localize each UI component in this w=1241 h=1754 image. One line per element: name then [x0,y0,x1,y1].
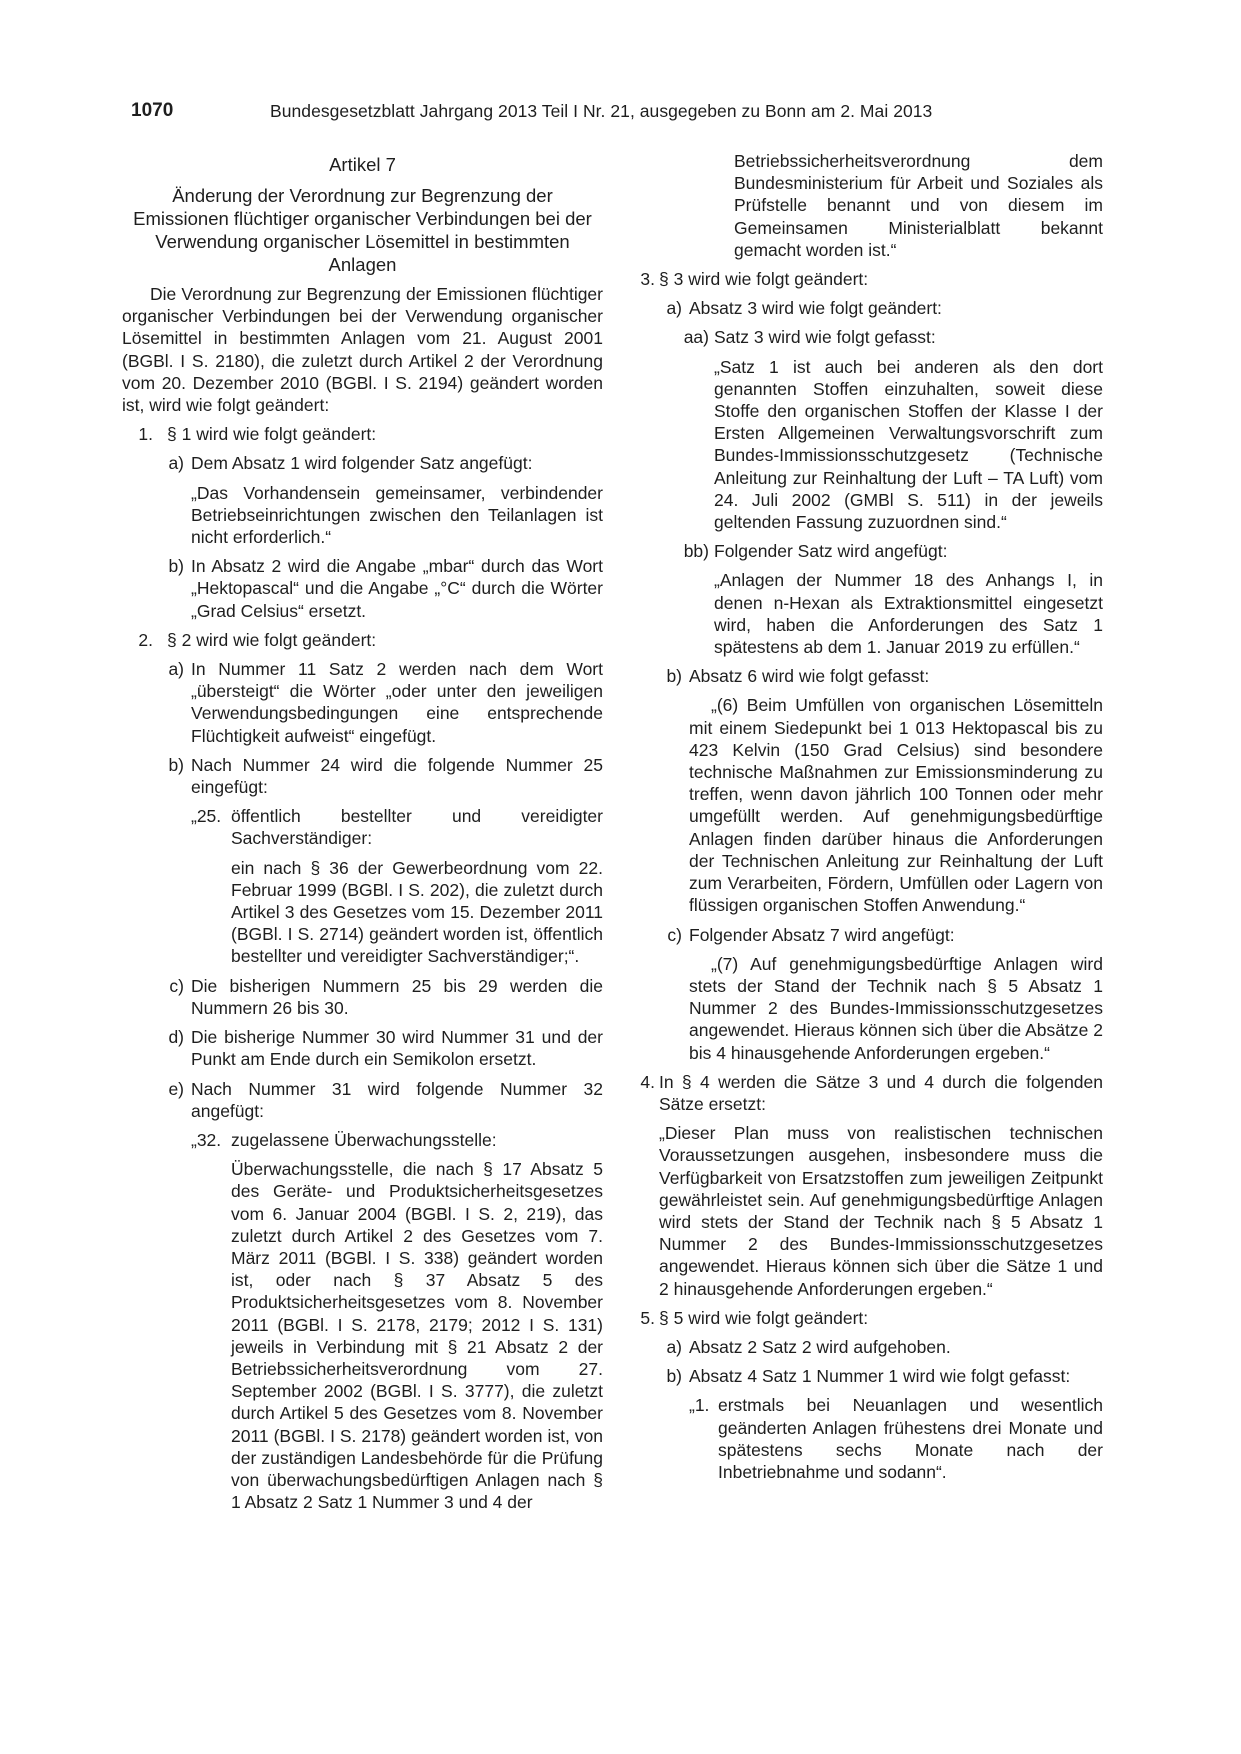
item-text: Absatz 2 Satz 2 wird aufgehoben. [689,1336,951,1357]
item-letter: c) [667,924,682,945]
item-number: 1. [138,424,153,445]
item-letter: a) [168,659,184,680]
left-column [122,153,603,1520]
quoted-text-4 [642,1122,1103,1300]
item-sub-letter: aa) [683,327,709,348]
amendment-item-1 [122,423,603,445]
definition-number: „25. [191,806,222,827]
amendment-item-2e [122,1078,603,1122]
quote-text: „Anlagen der Nummer 18 des Anhangs I, in denen n-Hexan als Extraktionsmittel eingesetzt wird, haben die Anforderungen des Satz 1 spätestens ab dem 1. Januar 2019 zu erfüllen.“ [714,570,1103,658]
definition-text: Überwachungsstelle, die nach § 17 Absatz 5 des Geräte- und Produktsicherheitsgesetzes vom 6. Januar 2004 (BGBl. I S. 2, 219), das zuletzt durch Artikel 2 des Gesetzes vom 7. März 2011 (BGBl. I S. 338) geändert worden ist, oder nach § 37 Absatz 5 des Produktsicherheitsgesetzes vom 8. November 2011 (BGBl. I S. 2178, 2179; 2012 I S. 131) jeweils in Verbindung mit § 21 Absatz 2 der Betriebssicherheitsverordnung vom 27. September 2002 (BGBl. I S. 3777), die zuletzt durch Artikel 5 des Gesetzes vom 8. November 2011 (BGBl. I S. 2178) geändert worden ist, von der zuständigen Landesbehörde für die Prüfung von überwachungsbedürftigen Anlagen nach § 1 Absatz 2 Satz 1 Nummer 3 und 4 der [231,1159,603,1513]
amendment-item-2 [122,629,603,651]
item-letter: b) [666,666,682,687]
definition-term: zugelassene Überwachungsstelle: [231,1129,497,1150]
intro-paragraph: Die Verordnung zur Begrenzung der Emissionen flüchtiger organischer Verbindungen bei der Verwendung organischer Lösemittel in bestimmten Anlagen vom 21. August 2001 (BGBl. I S. 2180), die zuletzt durch Artikel 2 der Verordnung vom 20. Dezember 2010 (BGBl. I S. 2194) geändert worden ist, wird wie folgt geändert: [122,284,603,416]
amendment-item-1b [122,555,603,622]
item-text: Folgender Satz wird angefügt: [714,541,948,562]
quoted-text-3b [642,694,1103,916]
article-title: Änderung der Verordnung zur Begrenzung der Emissionen flüchtiger organischer Verbindungen bei der Verwendung organischer Lösemittel in bestimmten Anlagen [133,185,592,275]
item-text: In § 4 werden die Sätze 3 und 4 durch die folgenden Sätze ersetzt: [659,1071,1103,1114]
amendment-item-3c [642,924,1103,946]
amendment-item-1a [122,452,603,474]
item-number: 4. [640,1071,655,1092]
item-letter: b) [666,1366,682,1387]
definition-text-continued: Betriebssicherheitsverordnung dem Bundesministerium für Arbeit und Soziales als Prüfstelle benannt und von diesem im Gemeinsamen Ministerialblatt bekannt gemacht worden ist.“ [734,151,1103,260]
item-text: § 1 wird wie folgt geändert: [167,424,377,445]
item-text: Nach Nummer 31 wird folgende Nummer 32 angefügt: [191,1078,603,1121]
quote-text: erstmals bei Neuanlagen und wesentlich geänderten Anlagen frühestens drei Monate und spätestens sechs Monate nach der Inbetriebnahme und sodann“. [718,1395,1103,1482]
quoted-text-3a-bb [642,569,1103,658]
item-text: Folgender Absatz 7 wird angefügt: [689,924,955,945]
item-text: § 2 wird wie folgt geändert: [167,629,377,650]
item-letter: b) [168,556,184,577]
amendment-item-5b [642,1365,1103,1387]
quoted-definition-32-text [122,1158,603,1513]
quoted-text-1a [122,482,603,549]
item-sub-letter: bb) [683,541,709,562]
amendment-item-3b [642,665,1103,687]
definition-text: ein nach § 36 der Gewerbeordnung vom 22. Februar 1999 (BGBl. I S. 202), die zuletzt durch Artikel 3 des Gesetzes vom 15. Dezember 2011 (BGBl. I S. 2714) geändert worden ist, öffentlich bestellter und vereidigter Sachverständiger;“. [231,857,603,967]
item-letter: b) [168,754,184,775]
item-letter: a) [666,298,682,319]
quote-text: „Dieser Plan muss von realistischen technischen Voraussetzungen ausgehen, insbesondere muss die Verfügbarkeit von Ersatzstoffen zum jeweiligen Zeitpunkt gewährleistet sein. Auf genehmigungsbedürftige Anlagen wird stets der Stand der Technik nach § 5 Absatz 1 Nummer 2 des Bundes-Immissionsschutzgesetzes angewendet. Hieraus können sich über die Sätze 1 und 2 hinausgehende Anforderungen ergeben.“ [659,1123,1103,1299]
continued-definition-text [642,150,1103,261]
amendment-item-2b [122,754,603,798]
item-text: Die bisherigen Nummern 25 bis 29 werden die Nummern 26 bis 30. [191,975,603,1018]
quoted-text-3c [642,953,1103,1064]
item-text: Absatz 6 wird wie folgt gefasst: [689,666,930,687]
item-text: Satz 3 wird wie folgt gefasst: [714,327,936,348]
item-letter: a) [666,1336,682,1357]
amendment-item-5a [642,1336,1103,1358]
amendment-item-2d [122,1026,603,1070]
definition-term: öffentlich bestellter und vereidigter Sachverständiger: [231,806,603,849]
amendment-item-5 [642,1307,1103,1329]
amendment-item-3a-aa [642,326,1103,348]
quote-number: „1. [689,1395,710,1416]
item-text: In Absatz 2 wird die Angabe „mbar“ durch das Wort „Hektopascal“ und die Angabe „°C“ durch die Wörter „Grad Celsius“ ersetzt. [191,556,603,621]
item-letter: e) [168,1078,184,1099]
item-text: § 3 wird wie folgt geändert: [659,269,869,290]
item-text: Die bisherige Nummer 30 wird Nummer 31 und der Punkt am Ende durch ein Semikolon ersetzt. [191,1027,603,1070]
amendment-item-2c [122,975,603,1019]
gazette-header-title: Bundesgesetzblatt Jahrgang 2013 Teil I Nr. 21, ausgegeben zu Bonn am 2. Mai 2013 [270,101,933,121]
amendment-item-3a-bb [642,540,1103,562]
item-letter: c) [169,975,184,996]
item-number: 3. [640,269,655,290]
quoted-definition-25-text [122,857,603,968]
quoted-definition-25 [122,805,603,849]
quote-text: „(6) Beim Umfüllen von organischen Lösemitteln mit einem Siedepunkt bei 1 013 Hektopascal bis zu 423 Kelvin (150 Grad Celsius) sind besondere technische Maßnahmen zur Emissionsminderung zu treffen, wenn davon jährlich 100 Tonnen oder mehr umgefüllt werden. Auf genehmigungsbedürftige Anlagen finden darüber hinaus die Anforderungen der Technischen Anleitung zur Reinhaltung der Luft zum Verarbeiten, Fördern, Umfüllen oder Lagern von flüssigen organischen Stoffen Anwendung.“ [689,695,1103,916]
right-column [642,150,1103,1490]
amendment-item-4 [642,1071,1103,1115]
item-letter: a) [168,453,184,474]
item-text: Absatz 4 Satz 1 Nummer 1 wird wie folgt gefasst: [689,1366,1071,1387]
quoted-definition-32 [122,1129,603,1151]
quote-text: „Das Vorhandensein gemeinsamer, verbindender Betriebseinrichtungen zwischen den Teilanlagen ist nicht erforderlich.“ [191,482,603,548]
item-text: Dem Absatz 1 wird folgender Satz angefügt: [191,453,533,474]
item-number: 5. [640,1307,655,1328]
item-text: Absatz 3 wird wie folgt geändert: [689,298,942,319]
running-header [0,100,1241,126]
article-number: Artikel 7 [329,154,396,175]
definition-number: „32. [191,1129,222,1150]
amendment-item-3a [642,297,1103,319]
amendment-item-3 [642,268,1103,290]
page-number: 1070 [131,100,174,121]
quoted-text-3a-aa [642,356,1103,534]
quoted-text-5b [642,1394,1103,1483]
item-text: In Nummer 11 Satz 2 werden nach dem Wort „übersteigt“ die Wörter „oder unter den jeweiligen Verwendungsbedingungen eine entsprechende Flüchtigkeit aufweist“ eingefügt. [191,659,603,746]
amendment-item-2a [122,658,603,747]
quote-text: „Satz 1 ist auch bei anderen als den dort genannten Stoffen einzuhalten, soweit diese Stoffe den organischen Stoffen der Klasse I der Ersten Allgemeinen Verwaltungsvorschrift zum Bundes-Immissionsschutzgesetz (Technische Anleitung zur Reinhaltung der Luft – TA Luft) vom 24. Juli 2002 (GMBl S. 511) in der jeweils geltenden Fassung zuzuordnen sind.“ [714,356,1103,533]
item-text: Nach Nummer 24 wird die folgende Nummer 25 eingefügt: [191,754,603,798]
item-letter: d) [168,1027,184,1048]
item-number: 2. [138,629,153,650]
quote-text: „(7) Auf genehmigungsbedürftige Anlagen wird stets der Stand der Technik nach § 5 Absatz 1 Nummer 2 des Bundes-Immissionsschutzgesetzes angewendet. Hieraus können sich über die Absätze 2 bis 4 hinausgehende Anforderungen ergeben.“ [689,953,1103,1063]
item-text: § 5 wird wie folgt geändert: [659,1307,869,1328]
